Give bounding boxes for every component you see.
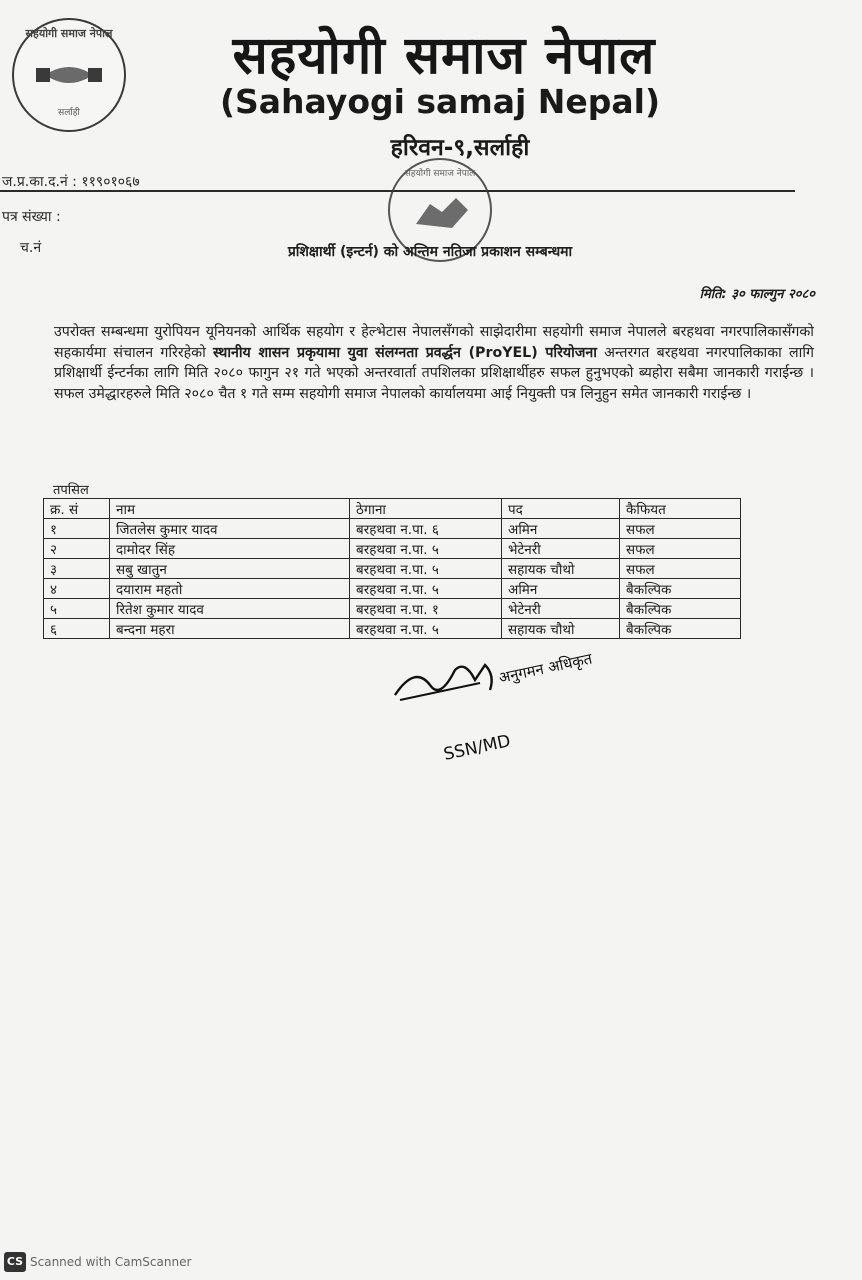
cell-position: सहायक चौथो xyxy=(502,619,620,639)
table-row xyxy=(44,619,741,639)
cell-name: सबु खातुन xyxy=(110,559,350,579)
letter-body xyxy=(54,322,814,404)
cell-name: दामोदर सिंह xyxy=(110,539,350,559)
signature-code: SSN/MD xyxy=(441,731,513,765)
header-remarks: कैफियत xyxy=(620,499,741,519)
signature-title: अनुगमन अधिकृत xyxy=(497,649,594,687)
cell-name: बन्दना महरा xyxy=(110,619,350,639)
cell-address: बरहथवा न.पा. ५ xyxy=(350,619,502,639)
registration-number: ज.प्र.का.द.नं : ११९०१०६७ xyxy=(2,174,140,190)
letter-date: मिति: ३० फाल्गुन २०८० xyxy=(699,287,815,302)
cell-remarks: बैकल्पिक xyxy=(620,579,741,599)
table-row xyxy=(44,519,741,539)
body-project-name: स्थानीय शासन प्रकृयामा युवा संलग्नता प्रवर्द्धन (ProYEL) परियोजना xyxy=(213,344,597,361)
cell-address: बरहथवा न.पा. ५ xyxy=(350,579,502,599)
body-part-1: उपरोक्त सम्बन्धमा युरोपियन यूनियनको आर्थिक सहयोग र हेल्भेटास नेपालसँगको साझेदारीमा सहयोगी समाज नेपालले बरहथवा नगरपालिकासँगको सहकार्यमा संचालन गरिरहेको xyxy=(54,324,814,361)
header-address: ठेगाना xyxy=(350,499,502,519)
cell-address: बरहथवा न.पा. ५ xyxy=(350,539,502,559)
cell-remarks: सफल xyxy=(620,539,741,559)
header-name: नाम xyxy=(110,499,350,519)
table-row xyxy=(44,579,741,599)
letter-subject: प्रशिक्षार्थी (इन्टर्न) को अन्तिम नतिजा प्रकाशन सम्बन्धमा xyxy=(287,244,573,260)
table-row xyxy=(44,539,741,559)
table-header-row xyxy=(44,499,741,519)
cell-address: बरहथवा न.पा. १ xyxy=(350,599,502,619)
cell-position: भेटेनरी xyxy=(502,539,620,559)
organization-name-nepali: सहयोगी समाज नेपाल xyxy=(232,26,656,86)
cell-name: रितेश कुमार यादव xyxy=(110,599,350,619)
results-table xyxy=(43,498,741,639)
cell-name: दयाराम महतो xyxy=(110,579,350,599)
cell-address: बरहथवा न.पा. ५ xyxy=(350,559,502,579)
cell-remarks: बैकल्पिक xyxy=(620,619,741,639)
letter-number: पत्र संख्या : xyxy=(2,209,61,225)
stamp-ring-text: सहयोगी समाज नेपाल xyxy=(404,169,476,179)
cell-remarks: सफल xyxy=(620,519,741,539)
header-position: पद xyxy=(502,499,620,519)
cell-position: सहायक चौथो xyxy=(502,559,620,579)
organization-logo xyxy=(12,18,126,132)
cell-serial: ६ xyxy=(44,619,110,639)
handwritten-signature xyxy=(385,645,605,775)
dispatch-number: च.नं xyxy=(20,240,42,256)
cell-serial: २ xyxy=(44,539,110,559)
cell-serial: ३ xyxy=(44,559,110,579)
logo-bottom-text: सर्लाही xyxy=(58,108,80,118)
cell-position: अमिन xyxy=(502,519,620,539)
cell-serial: ५ xyxy=(44,599,110,619)
table-row xyxy=(44,599,741,619)
header-serial: क्र. सं xyxy=(44,499,110,519)
stamp-handshake-icon xyxy=(412,190,472,234)
cell-remarks: बैकल्पिक xyxy=(620,599,741,619)
handshake-icon xyxy=(34,58,104,92)
cell-position: भेटेनरी xyxy=(502,599,620,619)
cell-serial: ४ xyxy=(44,579,110,599)
body-part-2: अन्तरगत बरहथवा नगरपालिकाका लागि प्रशिक्षार्थी ईन्टर्नका लागि मिति २०८० फागुन २१ गते भएको अन्तरवार्ता तपशिलका प्रशिक्षार्थीहरु सफल हुनुभएको ब्यहोरा सबैमा जानकारी गराईन्छ । सफल उमेद्धारहरुले मिति २०८० चैत १ गते सम्म सहयोगी समाज नेपालको कार्यालयमा आई नियुक्ती पत्र लिनुहुन समेत जानकारी गराईन्छ । xyxy=(54,344,814,402)
table-row xyxy=(44,559,741,579)
table-caption: तपसिल xyxy=(53,483,89,498)
logo-ring-text: सहयोगी समाज नेपाल xyxy=(25,27,113,40)
cell-address: बरहथवा न.पा. ६ xyxy=(350,519,502,539)
organization-name-english: (Sahayogi samaj Nepal) xyxy=(219,82,661,121)
cell-name: जितलेस कुमार यादव xyxy=(110,519,350,539)
cell-serial: १ xyxy=(44,519,110,539)
scanner-watermark: Scanned with CamScanner xyxy=(30,1255,192,1269)
cell-remarks: सफल xyxy=(620,559,741,579)
camscanner-icon: CS xyxy=(4,1252,26,1272)
cell-position: अमिन xyxy=(502,579,620,599)
organization-address: हरिवन-९,सर्लाही xyxy=(390,135,530,161)
